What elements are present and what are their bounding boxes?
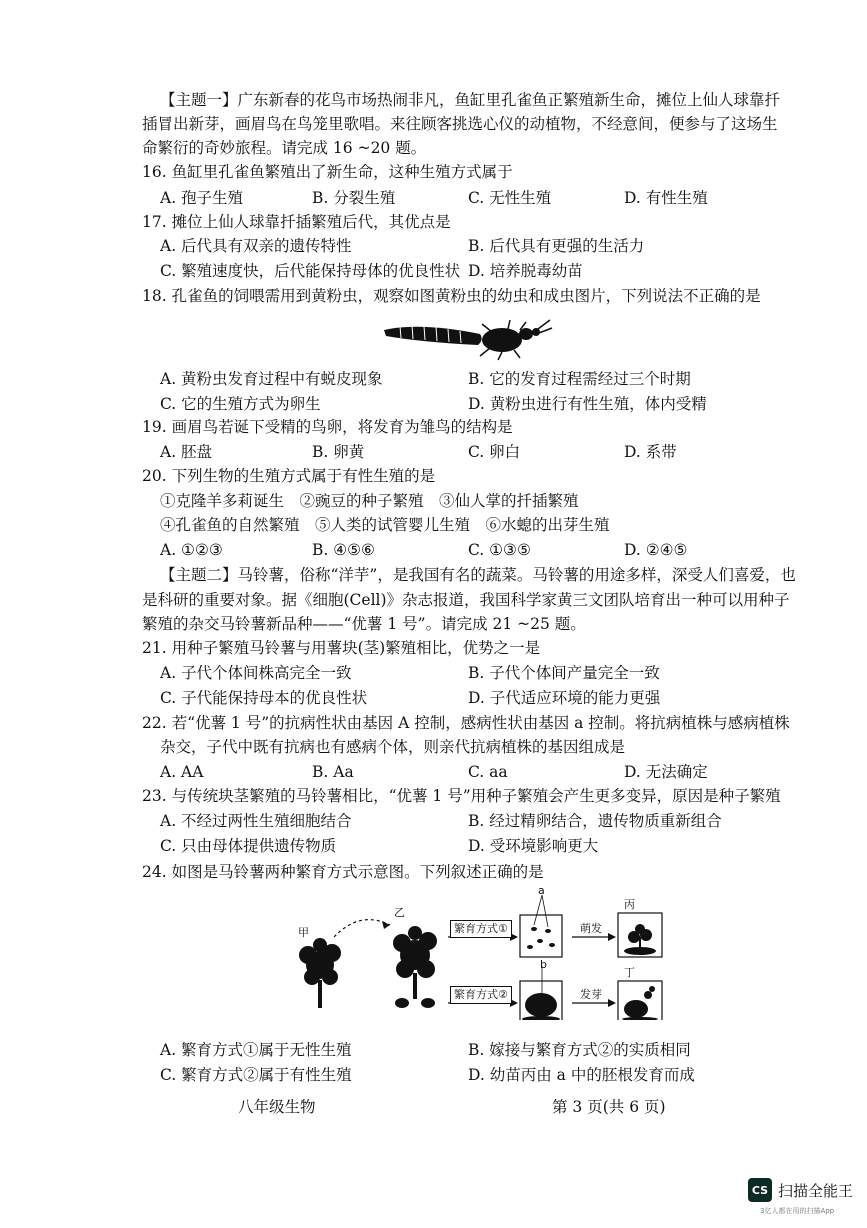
q18-option-b: B. 它的发育过程需经过三个时期 bbox=[468, 370, 691, 388]
q24-option-d: D. 幼苗丙由 a 中的胚根发育而成 bbox=[468, 1066, 695, 1084]
q20-stem: 20. 下列生物的生殖方式属于有性生殖的是 bbox=[142, 467, 436, 485]
q23-option-c: C. 只由母体提供遗传物质 bbox=[160, 837, 337, 855]
theme1-line3: 命繁衍的奇妙旅程。请完成 16 ~20 题。 bbox=[142, 139, 427, 157]
footer-page-number: 第 3 页(共 6 页) bbox=[552, 1098, 666, 1116]
mealworm-figure bbox=[380, 312, 560, 362]
label-ding: 丁 bbox=[624, 966, 635, 979]
q24-option-c: C. 繁育方式②属于有性生殖 bbox=[160, 1066, 352, 1084]
label-a: a bbox=[538, 884, 545, 897]
q20-option-d: D. ②④⑤ bbox=[624, 541, 688, 559]
camscanner-logo-icon: CS bbox=[748, 1178, 772, 1202]
q21-option-d: D. 子代适应环境的能力更强 bbox=[468, 689, 661, 707]
q16-option-a: A. 孢子生殖 bbox=[160, 189, 244, 207]
arrow2-label: 发芽 bbox=[580, 988, 602, 1001]
q16-option-b: B. 分裂生殖 bbox=[312, 189, 396, 207]
q19-option-c: C. 卵白 bbox=[468, 443, 521, 461]
q17-option-c: C. 繁殖速度快，后代能保持母体的优良性状 bbox=[160, 262, 461, 280]
adult-beetle-image bbox=[480, 320, 552, 360]
seed-box bbox=[520, 915, 562, 957]
theme1-line1: 【主题一】广东新春的花鸟市场热闹非凡，鱼缸里孔雀鱼正繁殖新生命，摊位上仙人球靠扦 bbox=[160, 91, 781, 109]
theme1-line2: 插冒出新芽，画眉鸟在鸟笼里歌唱。来往顾客挑选心仪的动植物，不经意间，便参与了这场生 bbox=[142, 115, 778, 133]
q18-stem: 18. 孔雀鱼的饲喂需用到黄粉虫，观察如图黄粉虫的幼虫和成虫图片，下列说法不正确的是 bbox=[142, 287, 761, 305]
q19-option-a: A. 胚盘 bbox=[160, 443, 213, 461]
method1-label: 繁育方式① bbox=[450, 920, 512, 938]
q18-option-c: C. 它的生殖方式为卵生 bbox=[160, 395, 321, 413]
q23-option-b: B. 经过精卵结合，遗传物质重新组合 bbox=[468, 812, 722, 830]
q21-option-c: C. 子代能保持母本的优良性状 bbox=[160, 689, 368, 707]
q22-stem-line1: 22. 若“优薯 1 号”的抗病性状由基因 A 控制，感病性状由基因 a 控制。将抗病植株与感病植株 bbox=[142, 714, 790, 732]
q19-option-d: D. 系带 bbox=[624, 443, 677, 461]
q22-option-d: D. 无法确定 bbox=[624, 763, 708, 781]
q21-option-a: A. 子代个体间株高完全一致 bbox=[160, 664, 352, 682]
plant-yi-image bbox=[393, 926, 437, 1008]
q23-option-a: A. 不经过两性生殖细胞结合 bbox=[160, 812, 352, 830]
dashed-arrow bbox=[334, 920, 390, 937]
q19-option-b: B. 卵黄 bbox=[312, 443, 365, 461]
q24-option-a: A. 繁育方式①属于无性生殖 bbox=[160, 1041, 352, 1059]
q20-items-line1: ①克隆羊多莉诞生 ②豌豆的种子繁殖 ③仙人掌的扦插繁殖 bbox=[160, 492, 579, 510]
method2-label: 繁育方式② bbox=[450, 986, 512, 1004]
q23-stem: 23. 与传统块茎繁殖的马铃薯相比，“优薯 1 号”用种子繁殖会产生更多变异，原因是种子繁殖 bbox=[142, 787, 781, 805]
q21-stem: 21. 用种子繁殖马铃薯与用薯块(茎)繁殖相比，优势之一是 bbox=[142, 639, 541, 657]
footer-subject: 八年级生物 bbox=[238, 1098, 316, 1116]
theme2-line1: 【主题二】马铃薯，俗称“洋芋”，是我国有名的蔬菜。马铃薯的用途多样，深受人们喜爱，也 bbox=[160, 566, 796, 584]
watermark-name: 扫描全能王 bbox=[778, 1181, 854, 1200]
q22-option-c: C. aa bbox=[468, 763, 508, 781]
watermark-tagline: 3亿人都在用的扫描App bbox=[760, 1207, 835, 1215]
q22-stem-line2: 杂交，子代中既有抗病也有感病个体，则亲代抗病植株的基因组成是 bbox=[160, 738, 626, 756]
q24-stem: 24. 如图是马铃薯两种繁育方式示意图。下列叙述正确的是 bbox=[142, 863, 544, 881]
label-jia: 甲 bbox=[298, 926, 309, 939]
q18-option-d: D. 黄粉虫进行有性生殖，体内受精 bbox=[468, 395, 707, 413]
q20-option-a: A. ①②③ bbox=[160, 541, 223, 559]
label-yi: 乙 bbox=[394, 906, 405, 919]
q17-option-a: A. 后代具有双亲的遗传特性 bbox=[160, 237, 352, 255]
scanner-watermark bbox=[748, 1178, 853, 1202]
q17-stem: 17. 摊位上仙人球靠扦插繁殖后代，其优点是 bbox=[142, 213, 451, 231]
q16-option-d: D. 有性生殖 bbox=[624, 189, 708, 207]
q17-option-b: B. 后代具有更强的生活力 bbox=[468, 237, 645, 255]
label-b: b bbox=[540, 958, 547, 971]
q20-option-b: B. ④⑤⑥ bbox=[312, 541, 375, 559]
plant-jia-image bbox=[299, 938, 341, 1008]
q21-option-b: B. 子代个体间产量完全一致 bbox=[468, 664, 660, 682]
q20-items-line2: ④孔雀鱼的自然繁殖 ⑤人类的试管婴儿生殖 ⑥水螅的出芽生殖 bbox=[160, 516, 610, 534]
larva-image bbox=[384, 325, 482, 345]
q16-stem: 16. 鱼缸里孔雀鱼繁殖出了新生命，这种生殖方式属于 bbox=[142, 163, 513, 181]
potato-propagation-diagram bbox=[290, 885, 670, 1020]
q17-option-d: D. 培养脱毒幼苗 bbox=[468, 262, 583, 280]
q23-option-d: D. 受环境影响更大 bbox=[468, 837, 599, 855]
theme2-line3: 繁殖的杂交马铃薯新品种——“优薯 1 号”。请完成 21 ~25 题。 bbox=[142, 615, 586, 633]
arrow1-label: 萌发 bbox=[580, 922, 602, 935]
q24-option-b: B. 嫁接与繁育方式②的实质相同 bbox=[468, 1041, 691, 1059]
q22-option-b: B. Aa bbox=[312, 763, 354, 781]
theme2-line2: 是科研的重要对象。据《细胞(Cell)》杂志报道，我国科学家黄三文团队培育出一种可以用种子 bbox=[142, 591, 790, 609]
q18-option-a: A. 黄粉虫发育过程中有蜕皮现象 bbox=[160, 370, 383, 388]
q19-stem: 19. 画眉鸟若诞下受精的鸟卵，将发育为雏鸟的结构是 bbox=[142, 418, 513, 436]
label-bing: 丙 bbox=[624, 898, 635, 911]
q16-option-c: C. 无性生殖 bbox=[468, 189, 552, 207]
q22-option-a: A. AA bbox=[160, 763, 204, 781]
q20-option-c: C. ①③⑤ bbox=[468, 541, 531, 559]
